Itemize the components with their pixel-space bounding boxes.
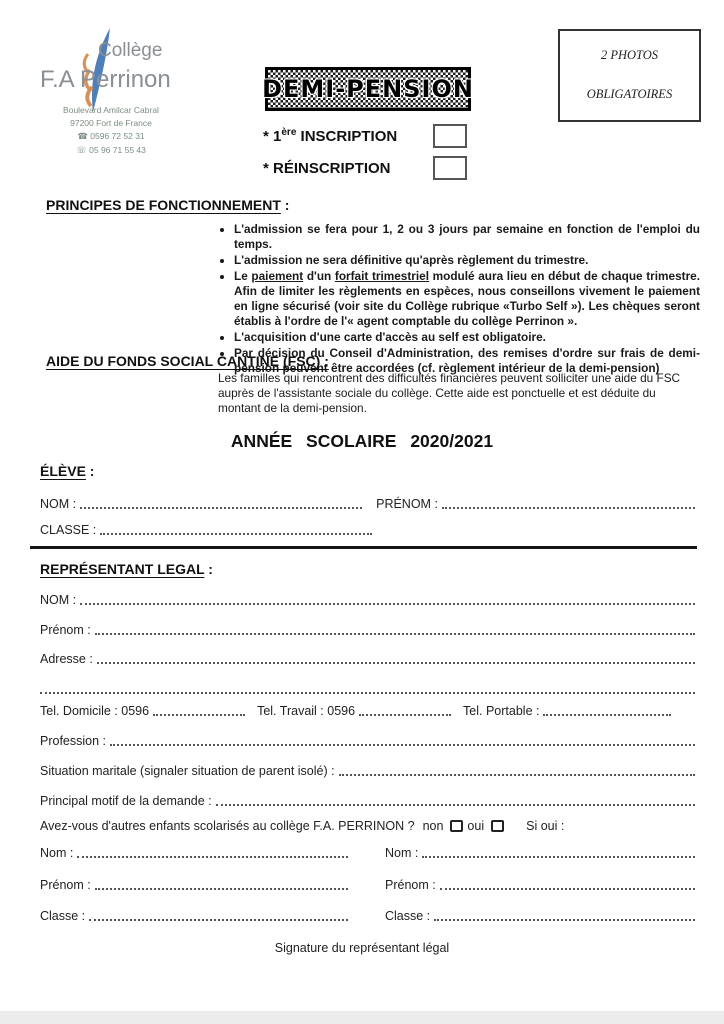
phone-icon: ☎	[77, 131, 88, 142]
legal-tel-dom-label: Tel. Domicile : 0596	[40, 704, 150, 718]
eleve-prenom-label: PRÉNOM :	[376, 497, 438, 511]
reinscription-row	[263, 156, 467, 180]
child2-prenom-field[interactable]	[440, 877, 695, 890]
reinscription-checkbox[interactable]	[433, 156, 467, 180]
fsc-text: Les familles qui rencontrent des difficultés financières peuvent solliciter une aide du FSC auprès de l'assistante sociale du collège. Cette aide est ponctuelle et est déduite du montant de la demi-pension.	[218, 371, 681, 416]
reinscription-label: * RÉINSCRIPTION	[263, 159, 391, 177]
photos-line1: 2 PHOTOS	[600, 48, 659, 62]
principle-bullet: • L'acquisition d'une carte d'accès au self est obligatoire.	[234, 330, 700, 345]
principle-bullet: • L'admission se fera pour 1, 2 ou 3 jours par semaine en fonction de l'emploi du temps.	[234, 222, 700, 252]
legal-tel-trav-label: Tel. Travail : 0596	[257, 704, 356, 718]
principles-section	[46, 197, 701, 377]
child2-prenom-label: Prénom :	[385, 877, 436, 892]
legal-nom-label: NOM :	[40, 593, 77, 607]
child2-classe-line	[385, 908, 697, 923]
child2-nom-line	[385, 845, 697, 860]
oui-label: oui	[467, 819, 485, 833]
section-divider	[30, 546, 697, 549]
legal-tel-line	[40, 703, 697, 718]
child1-prenom-label: Prénom :	[40, 877, 91, 892]
signature-caption: Signature du représentant légal	[274, 941, 450, 955]
eleve-heading: ÉLÈVE :	[40, 463, 95, 479]
school-year-title: ANNÉE SCOLAIRE 2020/2021	[230, 431, 494, 451]
child1-classe-field[interactable]	[89, 908, 348, 921]
child1-prenom-line	[40, 877, 350, 892]
school-name-line2: F.A Perrinon	[40, 66, 171, 93]
school-fax: ☏ 05 96 71 55 43	[76, 144, 146, 155]
child1-prenom-field[interactable]	[95, 877, 348, 890]
eleve-nom-field[interactable]	[80, 496, 362, 509]
legal-adresse-continuation	[40, 681, 697, 696]
legal-tel-port-field[interactable]	[543, 703, 671, 716]
principle-bullet: • Par décision du Conseil d'Administration, des remises d'ordre sur frais de demi-pension peuvent être accordées (cf. règlement intérieur de la demi-pension)	[234, 346, 700, 376]
fax-icon: ☏	[76, 144, 87, 155]
eleve-nom-label: NOM :	[40, 497, 77, 511]
legal-tel-trav-field[interactable]	[359, 703, 451, 716]
eleve-prenom-field[interactable]	[442, 496, 695, 509]
child2-nom-field[interactable]	[422, 845, 695, 858]
child1-nom-field[interactable]	[77, 845, 348, 858]
first-inscription-row	[263, 124, 467, 148]
other-children-section	[40, 845, 697, 940]
legal-profession-field[interactable]	[110, 733, 695, 746]
principle-bullet: • L'admission ne sera définitive qu'après règlement du trimestre.	[234, 253, 700, 268]
child1-classe-line	[40, 908, 350, 923]
school-address-street: Boulevard Amilcar Cabral	[63, 105, 159, 115]
legal-motif-field[interactable]	[216, 793, 695, 806]
school-phone: ☎ 0596 72 52 31	[77, 131, 145, 142]
legal-situation-field[interactable]	[339, 763, 695, 776]
child1-nom-label: Nom :	[40, 846, 74, 860]
eleve-nom-line	[40, 496, 697, 511]
legal-prenom-line	[40, 622, 697, 637]
principles-heading: PRINCIPES DE FONCTIONNEMENT :	[46, 197, 290, 213]
legal-tel-port-label: Tel. Portable :	[463, 704, 540, 718]
photos-line2: OBLIGATOIRES	[586, 87, 673, 101]
other-children-question-line	[40, 819, 697, 833]
child2-nom-label: Nom :	[385, 846, 419, 860]
legal-prenom-field[interactable]	[95, 622, 695, 635]
eleve-classe-line	[40, 522, 697, 537]
child2-classe-field[interactable]	[434, 908, 695, 921]
oui-checkbox[interactable]	[491, 820, 504, 832]
other-children-question: Avez-vous d'autres enfants scolarisés au collège F.A. PERRINON ?	[40, 819, 415, 833]
si-oui-label: Si oui :	[526, 819, 565, 833]
non-label: non	[422, 819, 444, 833]
child2-column	[385, 845, 697, 940]
first-inscription-label: * 1ère INSCRIPTION	[263, 127, 398, 145]
child1-classe-label: Classe :	[40, 909, 86, 923]
legal-heading: REPRÉSENTANT LEGAL :	[40, 561, 213, 577]
legal-adresse-label: Adresse :	[40, 652, 93, 666]
legal-tel-dom-field[interactable]	[153, 703, 245, 716]
legal-motif-line	[40, 793, 697, 808]
school-name-line1: Collège	[98, 40, 163, 61]
legal-nom-field[interactable]	[80, 592, 695, 605]
legal-adresse-line	[40, 651, 697, 666]
child2-classe-label: Classe :	[385, 909, 431, 923]
form-title: DEMI-PENSION	[262, 75, 474, 103]
school-address-city: 97200 Fort de France	[70, 118, 152, 129]
fsc-section	[46, 353, 701, 416]
legal-motif-label: Principal motif de la demande :	[40, 794, 212, 808]
principle-bullet: • Le paiement d'un forfait trimestriel modulé aura lieu en début de chaque trimestre. Afin de limiter les règlements en espèces, nous conseillons vivement le paiement en ligne sécurisé (voir site du Collège rubrique «Turbo Self »). Les chèques seront établis à l'ordre de l'« agent comptable du collège Perrinon ».	[234, 269, 700, 329]
legal-adresse-field[interactable]	[97, 651, 695, 664]
child1-column	[40, 845, 350, 940]
school-address	[36, 104, 186, 157]
legal-situation-line	[40, 763, 697, 778]
legal-nom-line	[40, 592, 697, 607]
fsc-heading: AIDE DU FONDS SOCIAL CANTINE (FSC) :	[46, 353, 329, 369]
eleve-classe-field[interactable]	[100, 522, 372, 535]
legal-situation-label: Situation maritale (signaler situation de parent isolé) :	[40, 764, 335, 778]
child2-prenom-line	[385, 877, 697, 892]
child1-nom-line	[40, 845, 350, 860]
legal-profession-line	[40, 733, 697, 748]
eleve-classe-label: CLASSE :	[40, 523, 97, 537]
non-checkbox[interactable]	[450, 820, 463, 832]
photos-required-box	[558, 29, 701, 122]
legal-profession-label: Profession :	[40, 734, 107, 748]
legal-prenom-label: Prénom :	[40, 623, 91, 637]
first-inscription-checkbox[interactable]	[433, 124, 467, 148]
legal-adresse-field2[interactable]	[40, 681, 695, 694]
scan-edge-bar	[0, 1011, 724, 1024]
form-title-box	[262, 67, 474, 111]
